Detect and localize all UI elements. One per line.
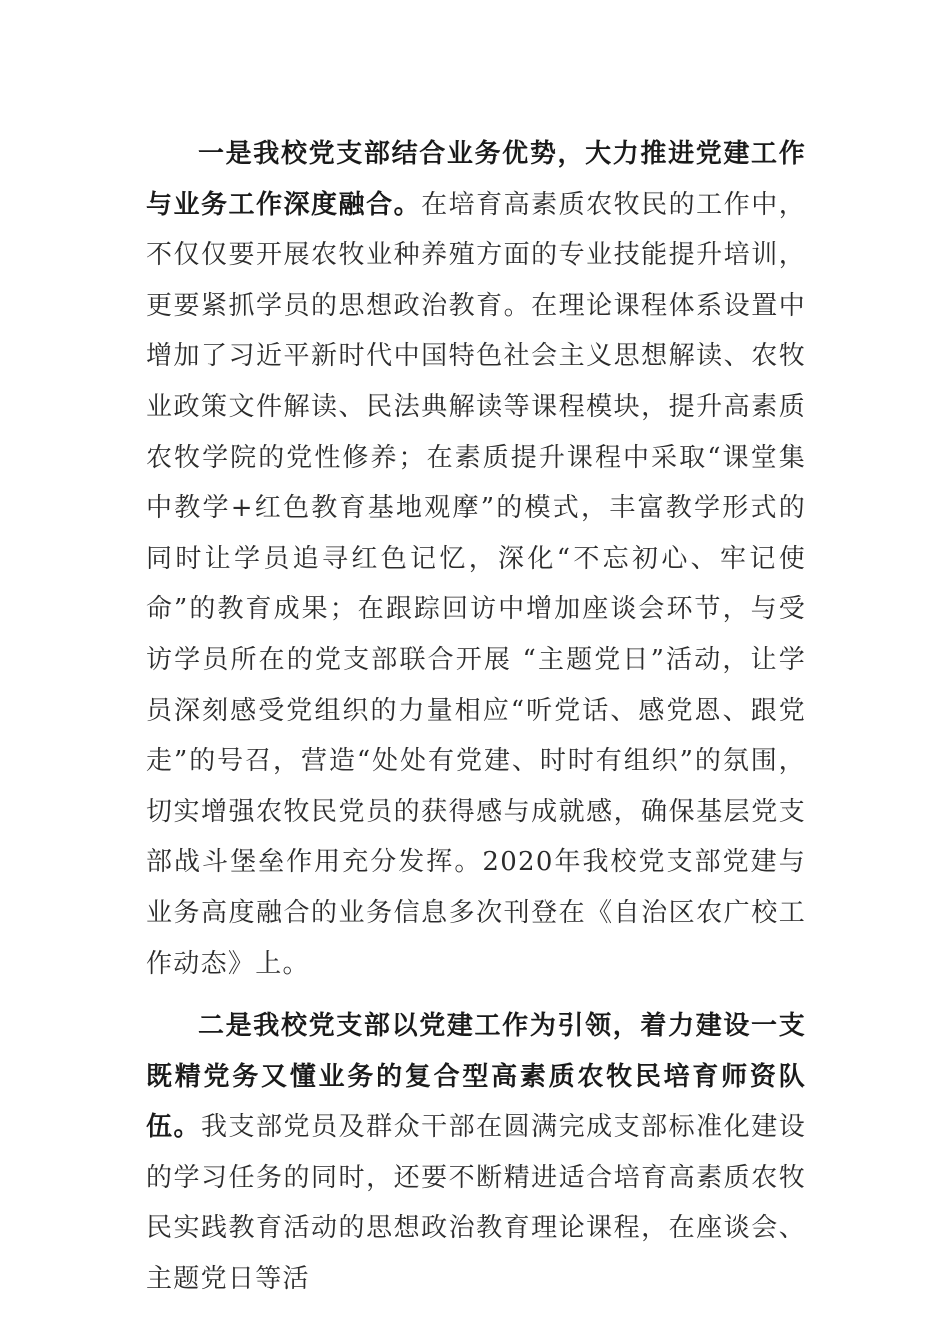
paragraph-1-body: 在培育高素质农牧民的工作中，不仅仅要开展农牧业种养殖方面的专业技能提升培训，更要紧抓学员的思想政治教育。在理论课程体系设置中增加了习近平新时代中国特色社会主义思想解读、农牧业政策文件解读、民法典解读等课程模块，提升高素质农牧学院的党性修养；在素质提升课程中采取“课堂集中教学+红色教育基地观摩”的模式，丰富教学形式的同时让学员追寻红色记忆，深化“不忘初心、牢记使命”的教育成果；在跟踪回访中增加座谈会环节，与受访学员所在的党支部联合开展 “主题党日”活动，让学员深刻感受党组织的力量相应“听党话、感党恩、跟党走”的号召，营造“处处有党建、时时有组织”的氛围，切实增强农牧民党员的获得感与成就感，确保基层党支部战斗堡垒作用充分发挥。2020年我校党支部党建与业务高度融合的业务信息多次刊登在《自治区农广校工作动态》上。 [146, 189, 806, 979]
paragraph-1 [146, 129, 806, 989]
paragraph-2-body: 我支部党员及群众干部在圆满完成支部标准化建设的学习任务的同时，还要不断精进适合培育高素质农牧民实践教育活动的思想政治教育理论课程，在座谈会、主题党日等活 [146, 1112, 806, 1295]
paragraph-1-lead: 一是我校党支部结合业务优势，大力推进党建工作与业务工作深度融合。 [146, 139, 806, 220]
document-body [146, 129, 806, 1305]
paragraph-2-lead: 二是我校党支部以党建工作为引领，着力建设一支既精党务又懂业务的复合型高素质农牧民培育师资队伍。 [146, 1011, 806, 1143]
paragraph-2 [146, 1001, 806, 1305]
